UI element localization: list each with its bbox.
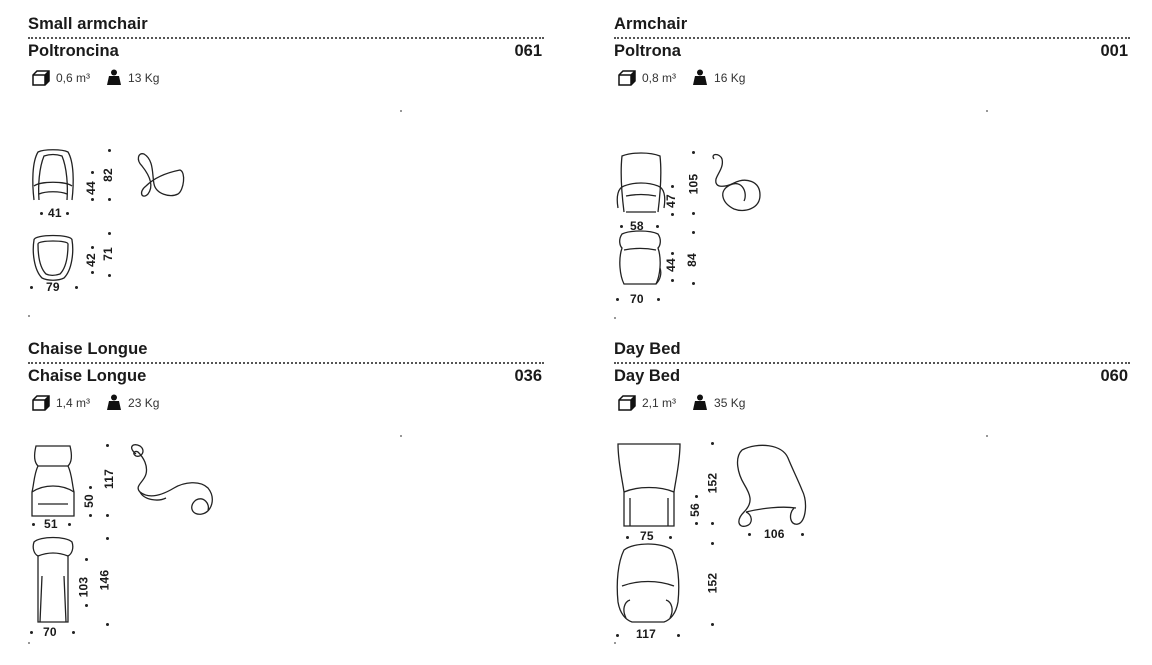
dim-bullet bbox=[711, 522, 714, 525]
dim-bullet bbox=[748, 533, 751, 536]
dim-bullet bbox=[677, 634, 680, 637]
category-title: Day Bed bbox=[614, 340, 681, 358]
front-width-dim: 51 bbox=[44, 517, 58, 531]
depth-a-dim: 44 bbox=[663, 258, 678, 272]
product-code: 036 bbox=[514, 367, 542, 385]
volume-value: 0,8 m³ bbox=[642, 70, 677, 85]
depth-b-dim: 152 bbox=[705, 572, 720, 594]
front-view-drawing bbox=[30, 148, 76, 204]
side-view-drawing bbox=[708, 153, 764, 217]
dim-bullet bbox=[656, 225, 659, 228]
product-specs bbox=[618, 69, 749, 86]
dim-bullet bbox=[30, 286, 33, 289]
dim-bullet bbox=[85, 558, 88, 561]
side-view-drawing bbox=[732, 444, 808, 532]
dim-bullet bbox=[89, 514, 92, 517]
dim-bullet bbox=[671, 185, 674, 188]
product-card-chaise-longue bbox=[28, 340, 544, 660]
depth-a-dim: 103 bbox=[76, 576, 91, 598]
seat-height-dim: 56 bbox=[687, 503, 702, 517]
registration-dot bbox=[986, 110, 988, 112]
front-view-drawing bbox=[616, 152, 666, 216]
registration-dot bbox=[400, 110, 402, 112]
top-view-drawing bbox=[30, 536, 76, 630]
product-name: Day Bed bbox=[614, 367, 681, 385]
dim-bullet bbox=[669, 536, 672, 539]
product-specs bbox=[32, 394, 163, 411]
seat-height-dim: 47 bbox=[663, 194, 678, 208]
dim-bullet bbox=[91, 271, 94, 274]
top-view-drawing bbox=[616, 230, 664, 288]
dim-bullet bbox=[671, 279, 674, 282]
weight-icon bbox=[692, 394, 708, 411]
volume-value: 2,1 m³ bbox=[642, 395, 677, 410]
depth-a-dim: 42 bbox=[83, 253, 98, 267]
dim-bullet bbox=[695, 522, 698, 525]
box-icon bbox=[618, 395, 636, 411]
dim-bullet bbox=[711, 542, 714, 545]
registration-dot bbox=[986, 435, 988, 437]
dim-bullet bbox=[657, 298, 660, 301]
weight-value: 23 Kg bbox=[128, 395, 160, 410]
dim-bullet bbox=[711, 442, 714, 445]
dim-bullet bbox=[626, 536, 629, 539]
registration-dot bbox=[28, 315, 30, 317]
product-card-day-bed bbox=[614, 340, 1130, 660]
dim-bullet bbox=[91, 171, 94, 174]
front-width-dim: 41 bbox=[48, 206, 62, 220]
top-width-dim: 70 bbox=[630, 292, 644, 306]
top-width-dim: 117 bbox=[636, 627, 656, 641]
dim-bullet bbox=[68, 523, 71, 526]
dotted-divider bbox=[614, 37, 1130, 39]
total-height-dim: 152 bbox=[705, 472, 720, 494]
dim-bullet bbox=[620, 225, 623, 228]
dim-bullet bbox=[91, 198, 94, 201]
dim-bullet bbox=[40, 212, 43, 215]
dim-bullet bbox=[671, 213, 674, 216]
dim-bullet bbox=[106, 623, 109, 626]
dim-bullet bbox=[108, 149, 111, 152]
dim-bullet bbox=[695, 495, 698, 498]
registration-dot bbox=[400, 435, 402, 437]
dim-bullet bbox=[85, 604, 88, 607]
side-view-drawing bbox=[124, 444, 216, 520]
seat-height-dim: 44 bbox=[83, 181, 98, 195]
dim-bullet bbox=[108, 232, 111, 235]
product-specs bbox=[32, 69, 163, 86]
product-code: 061 bbox=[514, 42, 542, 60]
total-height-dim: 117 bbox=[101, 469, 116, 489]
dotted-divider bbox=[28, 37, 544, 39]
top-view-drawing bbox=[616, 542, 680, 624]
dim-bullet bbox=[75, 286, 78, 289]
volume-value: 0,6 m³ bbox=[56, 70, 91, 85]
side-view-drawing bbox=[136, 150, 186, 200]
front-width-dim: 58 bbox=[630, 219, 644, 233]
dim-bullet bbox=[106, 444, 109, 447]
dim-bullet bbox=[711, 623, 714, 626]
dotted-divider bbox=[614, 362, 1130, 364]
box-icon bbox=[618, 70, 636, 86]
seat-height-dim: 50 bbox=[81, 494, 96, 508]
product-specs bbox=[618, 394, 749, 411]
weight-icon bbox=[106, 394, 122, 411]
dim-bullet bbox=[108, 198, 111, 201]
front-view-drawing bbox=[616, 442, 682, 528]
dim-bullet bbox=[616, 298, 619, 301]
front-width-dim: 75 bbox=[640, 529, 654, 543]
product-name: Chaise Longue bbox=[28, 367, 147, 385]
weight-icon bbox=[106, 69, 122, 86]
top-width-dim: 79 bbox=[46, 280, 60, 294]
depth-b-dim: 71 bbox=[100, 247, 115, 261]
box-icon bbox=[32, 395, 50, 411]
volume-value: 1,4 m³ bbox=[56, 395, 91, 410]
weight-value: 13 Kg bbox=[128, 70, 160, 85]
dotted-divider bbox=[28, 362, 544, 364]
dim-bullet bbox=[72, 631, 75, 634]
dim-bullet bbox=[692, 231, 695, 234]
dim-bullet bbox=[30, 631, 33, 634]
product-name: Poltrona bbox=[614, 42, 681, 60]
side-width-dim: 106 bbox=[764, 527, 785, 541]
registration-dot bbox=[614, 317, 616, 319]
dim-bullet bbox=[801, 533, 804, 536]
total-height-dim: 105 bbox=[686, 173, 701, 195]
weight-value: 35 Kg bbox=[714, 395, 746, 410]
depth-b-dim: 146 bbox=[97, 569, 112, 591]
category-title: Chaise Longue bbox=[28, 340, 148, 358]
dim-bullet bbox=[692, 282, 695, 285]
dim-bullet bbox=[106, 514, 109, 517]
dim-bullet bbox=[108, 274, 111, 277]
depth-b-dim: 84 bbox=[684, 253, 699, 267]
front-view-drawing bbox=[30, 444, 76, 518]
dim-bullet bbox=[89, 486, 92, 489]
product-card-small-armchair bbox=[28, 15, 544, 335]
dim-bullet bbox=[32, 523, 35, 526]
registration-dot bbox=[614, 642, 616, 644]
category-title: Small armchair bbox=[28, 15, 148, 33]
dim-bullet bbox=[692, 151, 695, 154]
top-view-drawing bbox=[30, 232, 76, 282]
box-icon bbox=[32, 70, 50, 86]
dim-bullet bbox=[692, 212, 695, 215]
dim-bullet bbox=[66, 212, 69, 215]
weight-value: 16 Kg bbox=[714, 70, 746, 85]
dim-bullet bbox=[671, 252, 674, 255]
category-title: Armchair bbox=[614, 15, 688, 33]
weight-icon bbox=[692, 69, 708, 86]
product-card-armchair bbox=[614, 15, 1130, 335]
dim-bullet bbox=[106, 537, 109, 540]
dim-bullet bbox=[616, 634, 619, 637]
product-name: Poltroncina bbox=[28, 42, 119, 60]
top-width-dim: 70 bbox=[43, 625, 57, 639]
product-code: 001 bbox=[1100, 42, 1128, 60]
registration-dot bbox=[28, 642, 30, 644]
dim-bullet bbox=[91, 246, 94, 249]
product-code: 060 bbox=[1100, 367, 1128, 385]
total-height-dim: 82 bbox=[100, 168, 115, 182]
